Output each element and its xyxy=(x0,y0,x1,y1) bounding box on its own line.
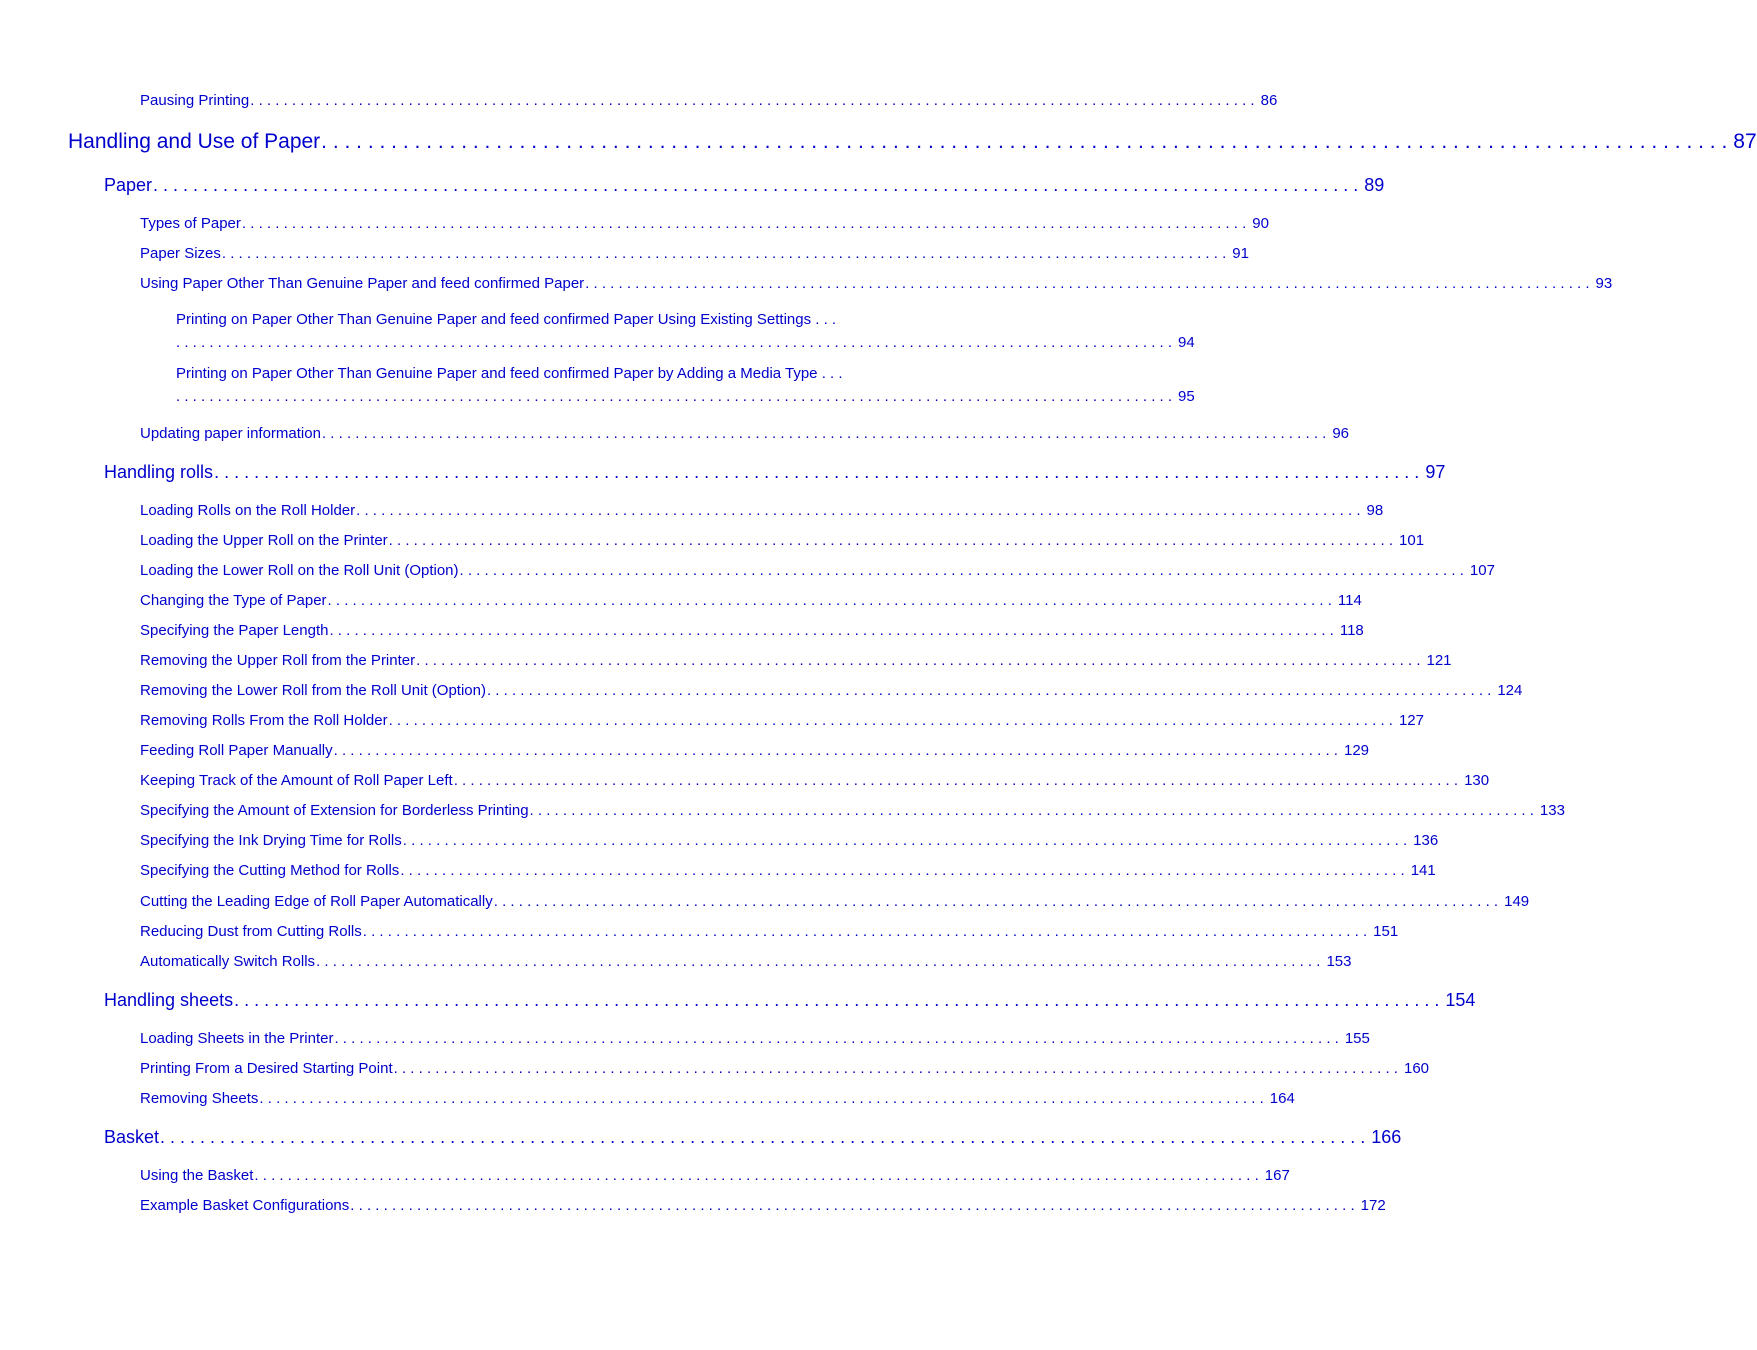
toc-entry[interactable] xyxy=(140,215,1269,232)
toc-entry[interactable] xyxy=(140,92,1278,109)
toc-entry-page: 90 xyxy=(1252,215,1269,232)
toc-entry-title: Keeping Track of the Amount of Roll Paper Left xyxy=(140,772,453,789)
dot-leader: . . . . . . . . . . . . . . . . . . . . . . . . . . . . . . . . . . . . . . . . . . . . . . . . . . . . . . . . . . . . . . . . . . . . . . . . . . . . . . . . . . . . . . . . . . . . . . . . . . . . . . . . . . . . . . . . . . . . . . . . . xyxy=(393,1060,1398,1077)
toc-entry[interactable] xyxy=(140,425,1350,442)
toc-entry-page: 89 xyxy=(1364,175,1385,195)
toc-entry[interactable] xyxy=(68,130,1757,154)
toc-entry-title: Using Paper Other Than Genuine Paper and feed confirmed Paper xyxy=(140,275,585,292)
toc-entry[interactable] xyxy=(140,682,1523,699)
toc-entry-title: Removing the Upper Roll from the Printer xyxy=(140,652,416,669)
toc-entry[interactable] xyxy=(176,365,1195,405)
dot-leader: . . . . . . . . . . . . . . . . . . . . . . . . . . . . . . . . . . . . . . . . . . . . . . . . . . . . . . . . . . . . . . . . . . . . . . . . . . . . . . . . . . . . . . . . . . . . . . . . . . . . . . . . . . . . . . . . . . . . . . . . . xyxy=(362,923,1368,940)
dot-leader: . . . . . . . . . . . . . . . . . . . . . . . . . . . . . . . . . . . . . . . . . . . . . . . . . . . . . . . . . . . . . . . . . . . . . . . . . . . . . . . . . . . . . . . . . . . . . . . . . . . . . . . . . . . . . . . . . . . . . . . . . xyxy=(459,562,1464,579)
toc-entry[interactable] xyxy=(104,990,1476,1011)
toc-entry-title: Handling sheets xyxy=(104,990,234,1010)
toc-entry[interactable] xyxy=(104,175,1385,196)
toc-entry-title: Specifying the Ink Drying Time for Rolls xyxy=(140,832,402,849)
toc-entry-page: 114 xyxy=(1337,592,1362,609)
toc-entry-title: Loading the Lower Roll on the Roll Unit (Option) xyxy=(140,562,459,579)
toc-entry-page: 130 xyxy=(1464,772,1490,789)
dot-leader: . . . . . . . . . . . . . . . . . . . . . . . . . . . . . . . . . . . . . . . . . . . . . . . . . . . . . . . . . . . . . . . . . . . . . . . . . . . . . . . . . . . . . . . . . . . . . . . . . . . . . . . . . . . . . . . . . . . . . . . . . xyxy=(350,1197,1355,1214)
toc-entry[interactable] xyxy=(140,275,1613,292)
toc-entry-page: 172 xyxy=(1360,1197,1386,1214)
dot-leader: . . . . . . . . . . . . . . . . . . . . . . . . . . . . . . . . . . . . . . . . . . . . . . . . . . . . . . . . . . . . . . . . . . . . . . . . . . . . . . . . . . . . . . . . . . . . . . . . . . . . . . . . . . . . . . . . . . . . . . . . xyxy=(176,334,1173,351)
toc-entry-title: Printing on Paper Other Than Genuine Paper and feed confirmed Paper by Adding a Media Type . . . xyxy=(176,365,843,382)
toc-entry-page: 98 xyxy=(1366,502,1384,519)
toc-entry[interactable] xyxy=(104,462,1446,483)
toc-entry-page: 160 xyxy=(1403,1060,1430,1077)
toc-entry-page: 136 xyxy=(1413,832,1439,849)
toc-entry-page: 149 xyxy=(1504,893,1530,910)
dot-leader: . . . . . . . . . . . . . . . . . . . . . . . . . . . . . . . . . . . . . . . . . . . . . . . . . . . . . . . . . . . . . . . . . . . . . . . . . . . . . . . . . . . . . . . . . . . . . . . . . . . . . . . . . . . . . . . . . . . . . . . . . xyxy=(214,462,1420,482)
dot-leader: . . . . . . . . . . . . . . . . . . . . . . . . . . . . . . . . . . . . . . . . . . . . . . . . . . . . . . . . . . . . . . . . . . . . . . . . . . . . . . . . . . . . . . . . . . . . . . . . . . . . . . . . . . . . . . . . . . . . . . . . xyxy=(176,388,1173,405)
dot-leader: . . . . . . . . . . . . . . . . . . . . . . . . . . . . . . . . . . . . . . . . . . . . . . . . . . . . . . . . . . . . . . . . . . . . . . . . . . . . . . . . . . . . . . . . . . . . . . . . . . . . . . . . . . . . . . . . . . . . . . . . . xyxy=(334,1030,1339,1047)
toc-entry-page: 86 xyxy=(1260,92,1278,109)
toc-entry[interactable] xyxy=(140,1060,1430,1077)
dot-leader: . . . . . . . . . . . . . . . . . . . . . . . . . . . . . . . . . . . . . . . . . . . . . . . . . . . . . . . . . . . . . . . . . . . . . . . . . . . . . . . . . . . . . . . . . . . . . . . . . . . . . . . . . . . . . . . . . . . . . . . . . xyxy=(388,712,1393,729)
toc-entry-title: Specifying the Amount of Extension for Borderless Printing xyxy=(140,802,529,819)
toc-entry[interactable] xyxy=(140,652,1452,669)
toc-entry[interactable] xyxy=(140,802,1565,819)
toc-entry-page: 101 xyxy=(1399,532,1425,549)
dot-leader: . . . . . . . . . . . . . . . . . . . . . . . . . . . . . . . . . . . . . . . . . . . . . . . . . . . . . . . . . . . . . . . . . . . . . . . . . . . . . . . . . . . . . . . . . . . . . . . . . . . . . . . . . . . . . . . . . . . . . . . . . xyxy=(321,130,1728,153)
dot-leader: . . . . . . . . . . . . . . . . . . . . . . . . . . . . . . . . . . . . . . . . . . . . . . . . . . . . . . . . . . . . . . . . . . . . . . . . . . . . . . . . . . . . . . . . . . . . . . . . . . . . . . . . . . . . . . . . . . . . . . . . . xyxy=(453,772,1459,789)
toc-entry[interactable] xyxy=(140,532,1425,549)
toc-entry[interactable] xyxy=(140,592,1362,609)
dot-leader: . . . . . . . . . . . . . . . . . . . . . . . . . . . . . . . . . . . . . . . . . . . . . . . . . . . . . . . . . . . . . . . . . . . . . . . . . . . . . . . . . . . . . . . . . . . . . . . . . . . . . . . . . . . . . . . . . . . . . . . . . xyxy=(160,1127,1366,1147)
dot-leader: . . . . . . . . . . . . . . . . . . . . . . . . . . . . . . . . . . . . . . . . . . . . . . . . . . . . . . . . . . . . . . . . . . . . . . . . . . . . . . . . . . . . . . . . . . . . . . . . . . . . . . . . . . . . . . . . . . . . . . . . . xyxy=(585,275,1590,292)
toc-entry-page: 141 xyxy=(1410,862,1436,879)
dot-leader: . . . . . . . . . . . . . . . . . . . . . . . . . . . . . . . . . . . . . . . . . . . . . . . . . . . . . . . . . . . . . . . . . . . . . . . . . . . . . . . . . . . . . . . . . . . . . . . . . . . . . . . . . . . . . . . . . . . . . . . . . xyxy=(486,682,1492,699)
dot-leader: . . . . . . . . . . . . . . . . . . . . . . . . . . . . . . . . . . . . . . . . . . . . . . . . . . . . . . . . . . . . . . . . . . . . . . . . . . . . . . . . . . . . . . . . . . . . . . . . . . . . . . . . . . . . . . . . . . . . . . . . . xyxy=(388,532,1394,549)
toc-entry-title: Updating paper information xyxy=(140,425,321,442)
dot-leader: . . . . . . . . . . . . . . . . . . . . . . . . . . . . . . . . . . . . . . . . . . . . . . . . . . . . . . . . . . . . . . . . . . . . . . . . . . . . . . . . . . . . . . . . . . . . . . . . . . . . . . . . . . . . . . . . . . . . . . . . . xyxy=(493,893,1499,910)
dot-leader: . . . . . . . . . . . . . . . . . . . . . . . . . . . . . . . . . . . . . . . . . . . . . . . . . . . . . . . . . . . . . . . . . . . . . . . . . . . . . . . . . . . . . . . . . . . . . . . . . . . . . . . . . . . . . . . . . . . . . . . . . xyxy=(356,502,1361,519)
dot-leader: . . . . . . . . . . . . . . . . . . . . . . . . . . . . . . . . . . . . . . . . . . . . . . . . . . . . . . . . . . . . . . . . . . . . . . . . . . . . . . . . . . . . . . . . . . . . . . . . . . . . . . . . . . . . . . . . . . . . . . . . . xyxy=(234,990,1440,1010)
toc-entry-title: Printing From a Desired Starting Point xyxy=(140,1060,393,1077)
toc-entry[interactable] xyxy=(140,832,1439,849)
toc-entry-page: 153 xyxy=(1326,953,1352,970)
toc-entry-title: Automatically Switch Rolls xyxy=(140,953,316,970)
dot-leader: . . . . . . . . . . . . . . . . . . . . . . . . . . . . . . . . . . . . . . . . . . . . . . . . . . . . . . . . . . . . . . . . . . . . . . . . . . . . . . . . . . . . . . . . . . . . . . . . . . . . . . . . . . . . . . . . . . . . . . . . . xyxy=(400,862,1405,879)
dot-leader: . . . . . . . . . . . . . . . . . . . . . . . . . . . . . . . . . . . . . . . . . . . . . . . . . . . . . . . . . . . . . . . . . . . . . . . . . . . . . . . . . . . . . . . . . . . . . . . . . . . . . . . . . . . . . . . . . . . . . . . . . xyxy=(241,215,1247,232)
toc-entry[interactable] xyxy=(176,311,1195,351)
toc-entry-title: Loading the Upper Roll on the Printer xyxy=(140,532,388,549)
toc-entry-page: 97 xyxy=(1425,462,1446,482)
toc-entry-page: 151 xyxy=(1373,923,1399,940)
toc-entry[interactable] xyxy=(140,562,1495,579)
dot-leader: . . . . . . . . . . . . . . . . . . . . . . . . . . . . . . . . . . . . . . . . . . . . . . . . . . . . . . . . . . . . . . . . . . . . . . . . . . . . . . . . . . . . . . . . . . . . . . . . . . . . . . . . . . . . . . . . . . . . . . . . . xyxy=(402,832,1408,849)
toc-entry-title: Paper xyxy=(104,175,153,195)
dot-leader: . . . . . . . . . . . . . . . . . . . . . . . . . . . . . . . . . . . . . . . . . . . . . . . . . . . . . . . . . . . . . . . . . . . . . . . . . . . . . . . . . . . . . . . . . . . . . . . . . . . . . . . . . . . . . . . . . . . . . . . . . xyxy=(329,622,1334,639)
toc-entry[interactable] xyxy=(140,1030,1370,1047)
toc-entry-title: Feeding Roll Paper Manually xyxy=(140,742,333,759)
toc-entry-title: Reducing Dust from Cutting Rolls xyxy=(140,923,362,940)
toc-entry[interactable] xyxy=(140,772,1490,789)
dot-leader: . . . . . . . . . . . . . . . . . . . . . . . . . . . . . . . . . . . . . . . . . . . . . . . . . . . . . . . . . . . . . . . . . . . . . . . . . . . . . . . . . . . . . . . . . . . . . . . . . . . . . . . . . . . . . . . . . . . . . . . . . xyxy=(327,592,1332,609)
toc-entry-page: 133 xyxy=(1539,802,1565,819)
toc-entry-page: 129 xyxy=(1343,742,1370,759)
toc-entry-title: Specifying the Paper Length xyxy=(140,622,329,639)
toc-entry-title: Example Basket Configurations xyxy=(140,1197,350,1214)
toc-entry[interactable] xyxy=(140,862,1436,879)
toc-entry-title: Pausing Printing xyxy=(140,92,250,109)
dot-leader: . . . . . . . . . . . . . . . . . . . . . . . . . . . . . . . . . . . . . . . . . . . . . . . . . . . . . . . . . . . . . . . . . . . . . . . . . . . . . . . . . . . . . . . . . . . . . . . . . . . . . . . . . . . . . . . . . . . . . . . . . xyxy=(333,742,1338,759)
toc-entry-title: Printing on Paper Other Than Genuine Paper and feed confirmed Paper Using Existing Settings . . . xyxy=(176,311,837,328)
toc-entry-title: Removing Sheets xyxy=(140,1090,259,1107)
toc-entry-page: 94 xyxy=(1178,334,1195,351)
toc-entry[interactable] xyxy=(140,923,1399,940)
toc-entry-page: 93 xyxy=(1595,275,1613,292)
toc-entry-page: 155 xyxy=(1344,1030,1370,1047)
toc-entry-title: Loading Rolls on the Roll Holder xyxy=(140,502,356,519)
toc-entry-page: 118 xyxy=(1339,622,1364,639)
toc-entry-title: Handling rolls xyxy=(104,462,214,482)
toc-entry-page: 124 xyxy=(1497,682,1523,699)
toc-entry-title: Changing the Type of Paper xyxy=(140,592,327,609)
dot-leader: . . . . . . . . . . . . . . . . . . . . . . . . . . . . . . . . . . . . . . . . . . . . . . . . . . . . . . . . . . . . . . . . . . . . . . . . . . . . . . . . . . . . . . . . . . . . . . . . . . . . . . . . . . . . . . . . . . . . . . . . . xyxy=(321,425,1327,442)
toc-entry-page: 95 xyxy=(1178,388,1195,405)
toc-entry-page: 91 xyxy=(1232,245,1249,262)
dot-leader: . . . . . . . . . . . . . . . . . . . . . . . . . . . . . . . . . . . . . . . . . . . . . . . . . . . . . . . . . . . . . . . . . . . . . . . . . . . . . . . . . . . . . . . . . . . . . . . . . . . . . . . . . . . . . . . . . . . . . . . . . xyxy=(416,652,1421,669)
toc-entry-title: Removing the Lower Roll from the Roll Unit (Option) xyxy=(140,682,486,699)
toc-entry[interactable] xyxy=(140,893,1530,910)
toc-entry[interactable] xyxy=(140,712,1424,729)
toc-entry[interactable] xyxy=(140,742,1370,759)
toc-entry[interactable] xyxy=(140,1197,1386,1214)
toc-entry-title: Handling and Use of Paper xyxy=(68,130,321,153)
toc-entry-page: 167 xyxy=(1264,1167,1290,1184)
dot-leader: . . . . . . . . . . . . . . . . . . . . . . . . . . . . . . . . . . . . . . . . . . . . . . . . . . . . . . . . . . . . . . . . . . . . . . . . . . . . . . . . . . . . . . . . . . . . . . . . . . . . . . . . . . . . . . . . . . . . . . . . . xyxy=(529,802,1534,819)
toc-entry-title: Basket xyxy=(104,1127,160,1147)
toc-entry-page: 164 xyxy=(1269,1090,1295,1107)
toc-entry-title: Removing Rolls From the Roll Holder xyxy=(140,712,388,729)
toc-entry-page: 87 xyxy=(1733,130,1757,153)
toc-entry-page: 107 xyxy=(1469,562,1495,579)
toc-entry[interactable] xyxy=(140,1167,1290,1184)
toc-entry-title: Paper Sizes xyxy=(140,245,221,262)
toc-entry[interactable] xyxy=(140,953,1352,970)
toc-entry-page: 166 xyxy=(1371,1127,1402,1147)
toc-entry-page: 127 xyxy=(1398,712,1424,729)
dot-leader: . . . . . . . . . . . . . . . . . . . . . . . . . . . . . . . . . . . . . . . . . . . . . . . . . . . . . . . . . . . . . . . . . . . . . . . . . . . . . . . . . . . . . . . . . . . . . . . . . . . . . . . . . . . . . . . . . . . . . . . . . xyxy=(316,953,1321,970)
toc-entry[interactable] xyxy=(140,622,1364,639)
toc-entry-title: Using the Basket xyxy=(140,1167,254,1184)
dot-leader: . . . . . . . . . . . . . . . . . . . . . . . . . . . . . . . . . . . . . . . . . . . . . . . . . . . . . . . . . . . . . . . . . . . . . . . . . . . . . . . . . . . . . . . . . . . . . . . . . . . . . . . . . . . . . . . . . . . . . . . . . xyxy=(254,1167,1259,1184)
toc-entry[interactable] xyxy=(140,245,1249,262)
toc-entry-title: Types of Paper xyxy=(140,215,241,232)
toc-entry-title: Specifying the Cutting Method for Rolls xyxy=(140,862,400,879)
toc-entry[interactable] xyxy=(140,1090,1295,1107)
dot-leader: . . . . . . . . . . . . . . . . . . . . . . . . . . . . . . . . . . . . . . . . . . . . . . . . . . . . . . . . . . . . . . . . . . . . . . . . . . . . . . . . . . . . . . . . . . . . . . . . . . . . . . . . . . . . . . . . . . . . . . . . . xyxy=(221,245,1227,262)
toc-entry-title: Loading Sheets in the Printer xyxy=(140,1030,334,1047)
dot-leader: . . . . . . . . . . . . . . . . . . . . . . . . . . . . . . . . . . . . . . . . . . . . . . . . . . . . . . . . . . . . . . . . . . . . . . . . . . . . . . . . . . . . . . . . . . . . . . . . . . . . . . . . . . . . . . . . . . . . . . . . . xyxy=(153,175,1359,195)
toc-entry-page: 121 xyxy=(1426,652,1452,669)
toc-entry-page: 96 xyxy=(1332,425,1350,442)
dot-leader: . . . . . . . . . . . . . . . . . . . . . . . . . . . . . . . . . . . . . . . . . . . . . . . . . . . . . . . . . . . . . . . . . . . . . . . . . . . . . . . . . . . . . . . . . . . . . . . . . . . . . . . . . . . . . . . . . . . . . . . . . xyxy=(250,92,1255,109)
toc-entry-page: 154 xyxy=(1445,990,1476,1010)
toc-entry[interactable] xyxy=(104,1127,1402,1148)
toc-entry-title: Cutting the Leading Edge of Roll Paper Automatically xyxy=(140,893,493,910)
dot-leader: . . . . . . . . . . . . . . . . . . . . . . . . . . . . . . . . . . . . . . . . . . . . . . . . . . . . . . . . . . . . . . . . . . . . . . . . . . . . . . . . . . . . . . . . . . . . . . . . . . . . . . . . . . . . . . . . . . . . . . . . . xyxy=(259,1090,1264,1107)
toc-entry[interactable] xyxy=(140,502,1384,519)
